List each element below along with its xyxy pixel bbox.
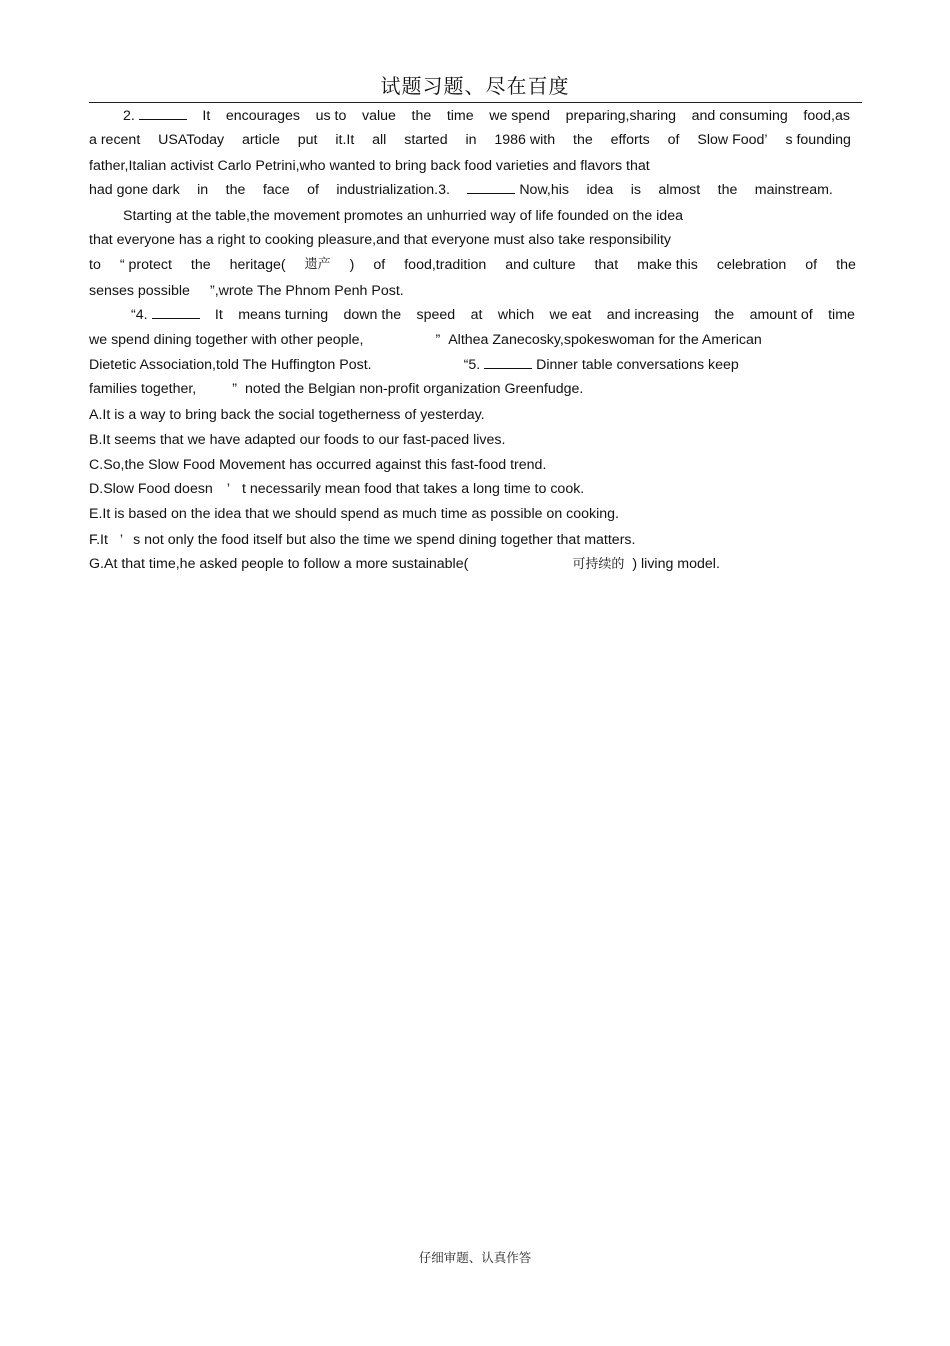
option-e: E.It is based on the idea that we should spend as much time as possible on cooking. [89,506,619,522]
cjk-gloss-heritage: 遗产 [304,257,331,272]
option-c: C.So,the Slow Food Movement has occurred against this fast-food trend. [89,457,547,473]
passage-line-9: “4. It means turning down the speed at which we eat and increasing the amount of time [131,304,855,326]
passage-line-7: to “ protect the heritage( 遗产 ) of food,tradition and culture that make this celebration of the [89,254,856,276]
option-g: G.At that time,he asked people to follow a more sustainable( 可持续的 ) living model. [89,556,720,572]
page-footer: 仔细审题、认真作答 [418,1250,532,1265]
option-d: D.Slow Food doesn ’ t necessarily mean food that takes a long time to cook. [89,481,585,497]
header-divider [89,102,862,103]
answer-blank-3[interactable] [467,179,515,194]
passage-line-4: had gone dark in the face of industrialization.3. Now,his idea is almost the mainstream. [89,179,833,201]
passage-line-2: a recent USAToday article put it.It all started in 1986 with the efforts of Slow Food’ s founding [89,132,851,148]
option-b: B.It seems that we have adapted our foods to our fast-paced lives. [89,432,506,448]
passage-line-6: that everyone has a right to cooking pleasure,and that everyone must also take responsibility [89,232,672,248]
answer-blank-5[interactable] [484,354,532,369]
cjk-gloss-sustainable: 可持续的 [572,557,625,572]
option-a: A.It is a way to bring back the social togetherness of yesterday. [89,407,485,423]
passage-line-5: Starting at the table,the movement promotes an unhurried way of life founded on the idea [123,208,683,224]
answer-blank-2[interactable] [139,105,187,120]
passage-line-11: Dietetic Association,told The Huffington Post. “5. Dinner table conversations keep [89,354,739,376]
passage-line-8: senses possible ”,wrote The Phnom Penh Post. [89,283,404,299]
answer-blank-4[interactable] [152,304,200,319]
page-header-title: 试题习题、尽在百度 [380,74,570,98]
option-f: F.It ’ s not only the food itself but also the time we spend dining together that matters. [89,532,636,548]
passage-line-10: we spend dining together with other people, ” Althea Zanecosky,spokeswoman for the American [89,332,762,348]
passage-line-1: 2. It encourages us to value the time we spend preparing,sharing and consuming food,as [123,105,850,127]
passage-line-12: families together, ” noted the Belgian non-profit organization Greenfudge. [89,381,584,397]
passage-line-3: father,Italian activist Carlo Petrini,who wanted to bring back food varieties and flavors that [89,158,650,174]
